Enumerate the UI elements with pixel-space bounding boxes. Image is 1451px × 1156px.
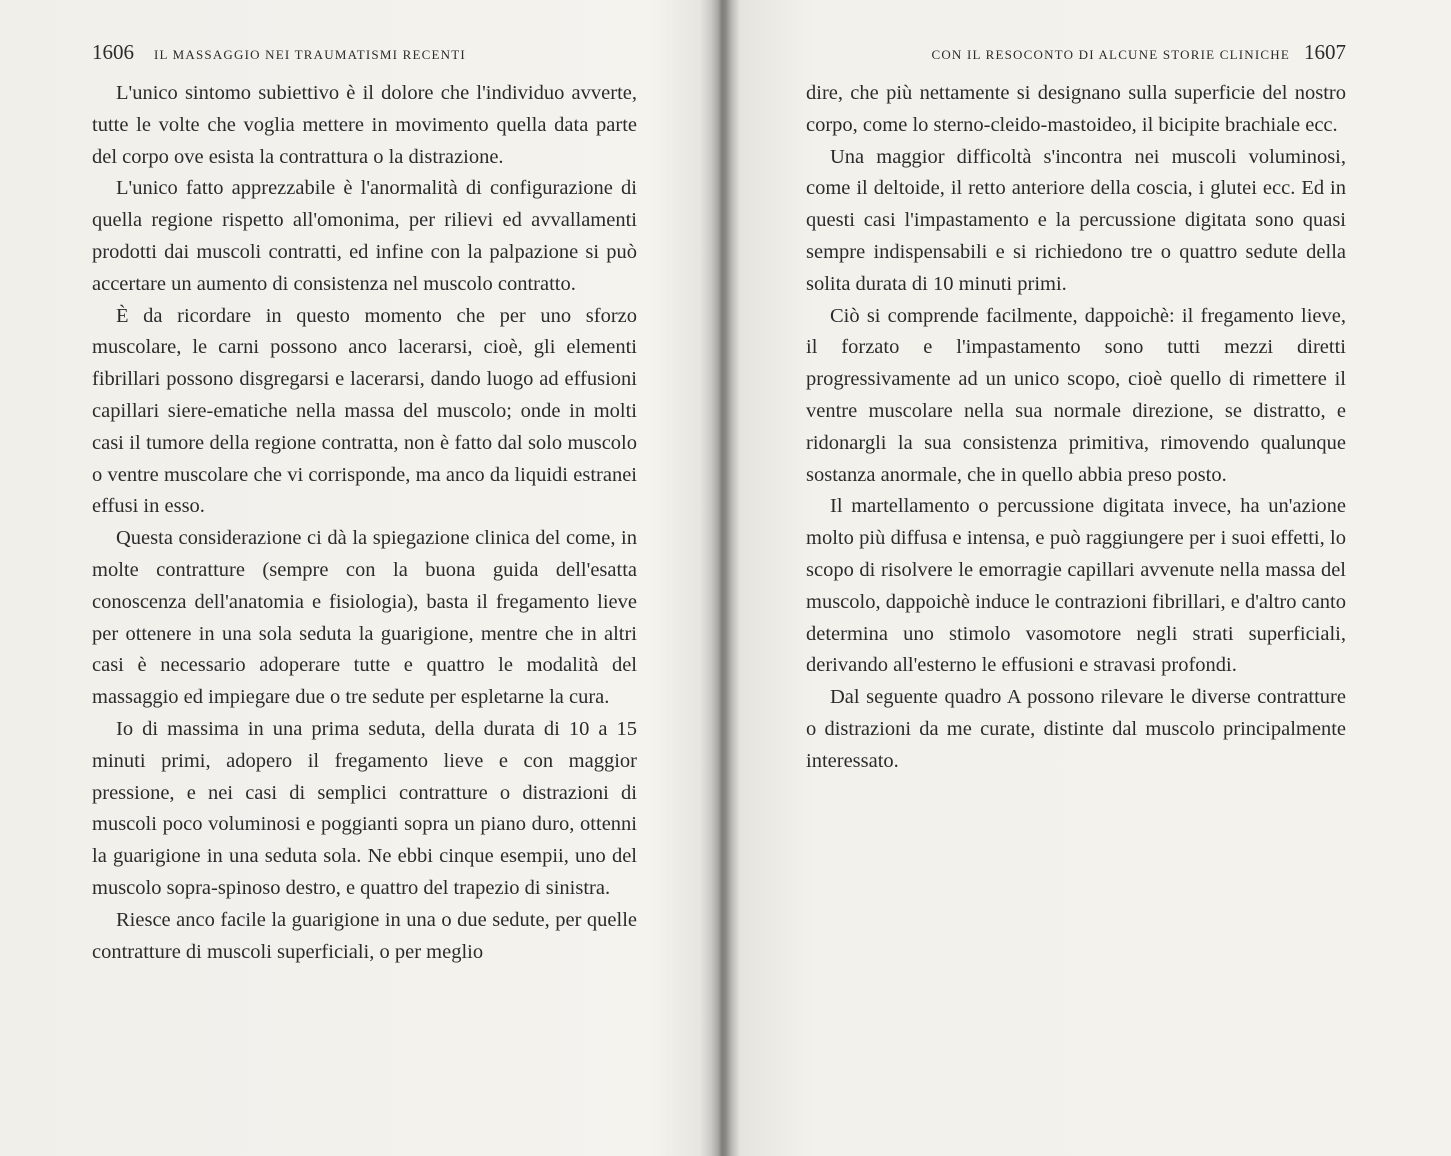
left-paragraph-6: Riesce anco facile la guarigione in una o due sedute, per quelle contratture di muscoli superficiali, o per meglio: [92, 908, 637, 963]
right-running-head: [846, 40, 1346, 64]
book-gutter: [700, 0, 740, 1156]
right-paragraph-5: Dal seguente quadro A possono rilevare le diverse contratture o distrazioni da me curate, distinte dal muscolo principalmente interessato.: [806, 686, 1346, 772]
left-paragraph-2: L'unico fatto apprezzabile è l'anormalità di configurazione di quella regione rispetto all'omonima, per rilievi ed avvallamenti prodotti dai muscoli contratti, ed infine con la palpazione si può accertare un aumento di consistenza nel muscolo contratto.: [92, 177, 637, 295]
right-paragraph-2: Una maggior difficoltà s'incontra nei muscoli voluminosi, come il deltoide, il retto anteriore della coscia, i glutei ecc. Ed in questi casi l'impastamento e la percussione digitata sono quasi sempre indispensabili e si richiedono tre o quattro sedute della solita durata di 10 minuti primi.: [806, 145, 1346, 295]
right-page: [806, 40, 1346, 778]
left-paragraph-3: È da ricordare in questo momento che per uno sforzo muscolare, le carni possono anco lacerarsi, cioè, gli elementi fibrillari possono disgregarsi e lacerarsi, dando luogo ad effusioni capillari siere-ematiche nella massa del muscolo; onde in molti casi il tumore della regione contratta, non è fatto dal solo muscolo o ventre muscolare che vi corrisponde, ma anco da liquidi estranei effusi in esso.: [92, 304, 637, 518]
left-page: [92, 40, 637, 968]
right-running-title: CON IL RESOCONTO DI ALCUNE STORIE CLINICHE: [931, 47, 1290, 62]
right-paragraph-4: Il martellamento o percussione digitata invece, ha un'azione molto più diffusa e intensa, e può raggiungere per i suoi effetti, lo scopo di risolvere le emorragie capillari avvenute nella massa del muscolo, dappoichè induce le contrazioni fibrillari, e d'altro canto determina uno stimolo vasomotore negli strati superficiali, derivando all'esterno le effusioni e stravasi profondi.: [806, 495, 1346, 677]
right-paragraph-3: Ciò si comprende facilmente, dappoichè: il fregamento lieve, il forzato e l'impastamento sono tutti mezzi diretti progressivamente ad un unico scopo, cioè quello di rimettere il ventre muscolare nella sua normale direzione, se distratto, e ridonargli la sua consistenza primitiva, rimovendo qualunque sostanza anormale, che in quello abbia preso posto.: [806, 304, 1346, 486]
left-running-title: IL MASSAGGIO NEI TRAUMATISMI RECENTI: [154, 47, 466, 62]
left-running-head: [92, 40, 637, 64]
left-paragraph-4: Questa considerazione ci dà la spiegazione clinica del come, in molte contratture (sempre con la buona guida dell'esatta conoscenza dell'anatomia e fisiologia), basta il fregamento lieve per ottenere in una sola seduta la guarigione, mentre che in altri casi è necessario adoperare tutte e quattro le modalità del massaggio ed impiegare due o tre sedute per espletarne la cura.: [92, 527, 637, 709]
left-paragraph-5: Io di massima in una prima seduta, della durata di 10 a 15 minuti primi, adopero il fregamento lieve e con maggior pressione, e nei casi di semplici contratture o distrazioni di muscoli poco voluminosi e poggianti sopra un piano duro, ottenni la guarigione in una seduta sola. Ne ebbi cinque esempii, uno del muscolo sopra-spinoso destro, e quattro del trapezio di sinistra.: [92, 717, 637, 899]
right-page-number: 1607: [1304, 40, 1346, 64]
right-paragraph-1: dire, che più nettamente si designano sulla superficie del nostro corpo, come lo sterno-cleido-mastoideo, il bicipite brachiale ecc.: [806, 82, 1346, 136]
left-page-number: 1606: [92, 40, 134, 64]
left-paragraph-1: L'unico sintomo subiettivo è il dolore che l'individuo avverte, tutte le volte che voglia mettere in movimento quella data parte del corpo ove esista la contrattura o la distrazione.: [92, 82, 637, 168]
